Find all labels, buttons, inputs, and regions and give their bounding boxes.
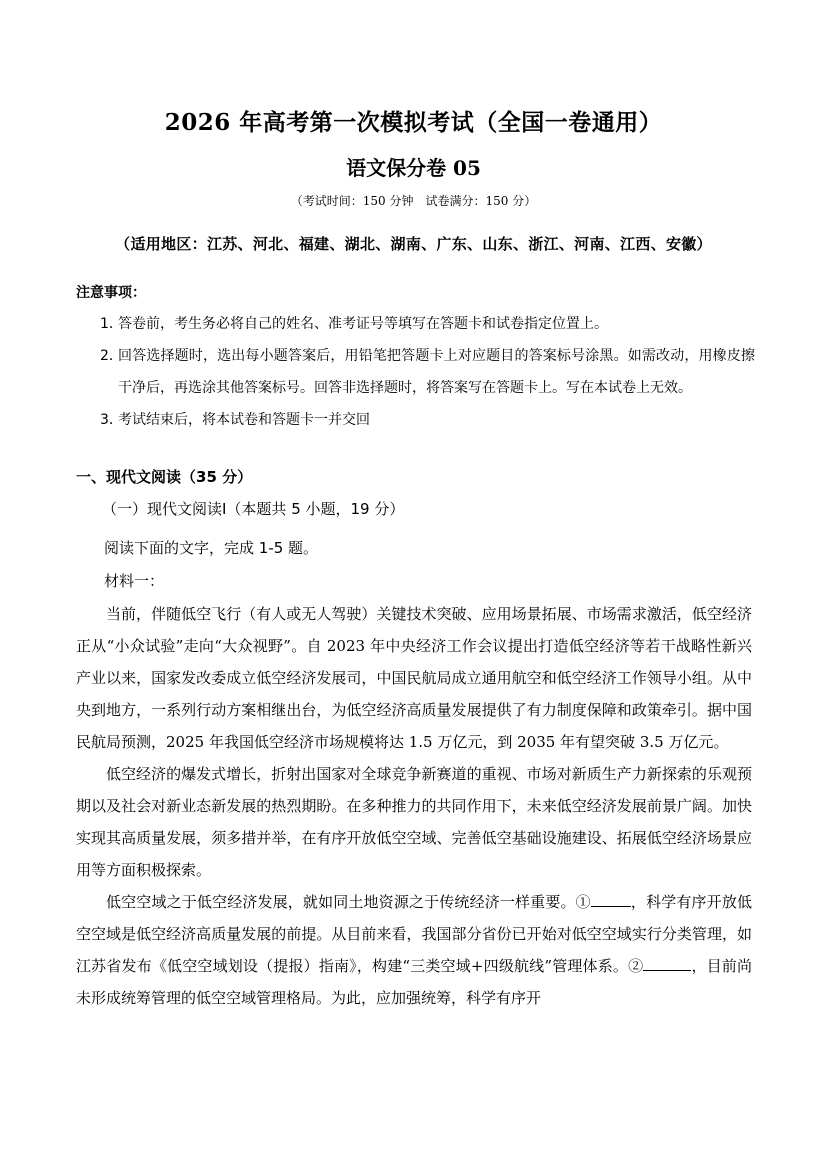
paragraph-text: ，科学有序开放低空空域是低空经济高质量发展的前提。从目前来看，我国部分省份已开始对低空空域实行分类管理，如江苏省发布《低空空域划设（提报）指南》，构建“三类空域+四级航线”管理体系。 — [76, 893, 752, 975]
reading-passage — [76, 598, 752, 1014]
passage-paragraph-1: 当前，伴随低空飞行（有人或无人驾驶）关键技术突破、应用场景拓展、市场需求激活，低空经济正从“小众试验”走向“大众视野”。自 2023 年中央经济工作会议提出打造低空经济等若干战略性新兴产业以来，国家发改委成立低空经济发展司，中国民航局成立通用航空和低空经济工作领导小组。从中央到地方，一系列行动方案相继出台，为低空经济高质量发展提供了有力制度保障和政策牵引。据中国民航局预测，2025 年我国低空经济市场规模将达 1.5 万亿元，到 2035 年有望突破 3.5 万亿元。 — [76, 605, 752, 751]
notice-text: 回答选择题时，选出每小题答案后，用铅笔把答题卡上对应题目的答案标号涂黑。如需改动，用橡皮擦干净后，再选涂其他答案标号。回答非选择题时，将答案写在答题卡上。写在本试卷上无效。 — [118, 348, 755, 396]
subsection-heading: （一）现代文阅读Ⅰ（本题共 5 小题，19 分） — [102, 500, 405, 518]
reading-instruction: 阅读下面的文字，完成 1-5 题。 — [104, 539, 319, 557]
paragraph-text: 低空空域之于低空经济发展，就如同土地资源之于传统经济一样重要。 — [106, 893, 576, 911]
blank-marker-2: ② — [628, 957, 644, 975]
notice-number: 1． — [100, 316, 123, 332]
paper-subtitle: 语文保分卷 05 — [346, 156, 481, 180]
material-label: 材料一： — [104, 572, 165, 590]
notice-item — [100, 340, 755, 404]
notice-text: 答卷前，考生务必将自己的姓名、准考证号等填写在答题卡和试卷指定位置上。 — [118, 316, 608, 332]
notice-heading: 注意事项： — [76, 285, 146, 301]
notice-number: 3． — [100, 412, 123, 428]
section-heading: 一、现代文阅读（35 分） — [76, 468, 253, 486]
page-title: 2026 年高考第一次模拟考试（全国一卷通用） — [164, 109, 663, 136]
blank-marker-1: ① — [575, 893, 591, 911]
notice-list — [100, 308, 755, 436]
notice-number: 2． — [100, 348, 123, 364]
passage-paragraph-2: 低空经济的爆发式增长，折射出国家对全球竞争新赛道的重视、市场对新质生产力新探索的乐观预期以及社会对新业态新发展的热烈期盼。在多种推力的共同作用下，未来低空经济发展前景广阔。加快实现其高质量发展，须多措并举，在有序开放低空空域、完善低空基础设施建设、拓展低空经济场景应用等方面积极探索。 — [76, 765, 752, 879]
fill-blank-1 — [591, 890, 631, 907]
notice-item — [100, 404, 755, 436]
passage-paragraph-3 — [76, 886, 752, 1014]
notice-item — [100, 308, 755, 340]
paragraph-text: ，目前尚未形成统筹管理的低空空域管理格局。为此，应加强统筹，科学有序开 — [76, 957, 752, 1007]
notice-text: 考试结束后，将本试卷和答题卡一并交回 — [118, 412, 370, 428]
applicable-regions: （适用地区：江苏、河北、福建、湖北、湖南、广东、山东、浙江、河南、江西、安徽） — [115, 235, 712, 253]
fill-blank-2 — [643, 954, 691, 971]
exam-info: （考试时间：150 分钟 试卷满分：150 分） — [290, 194, 537, 208]
